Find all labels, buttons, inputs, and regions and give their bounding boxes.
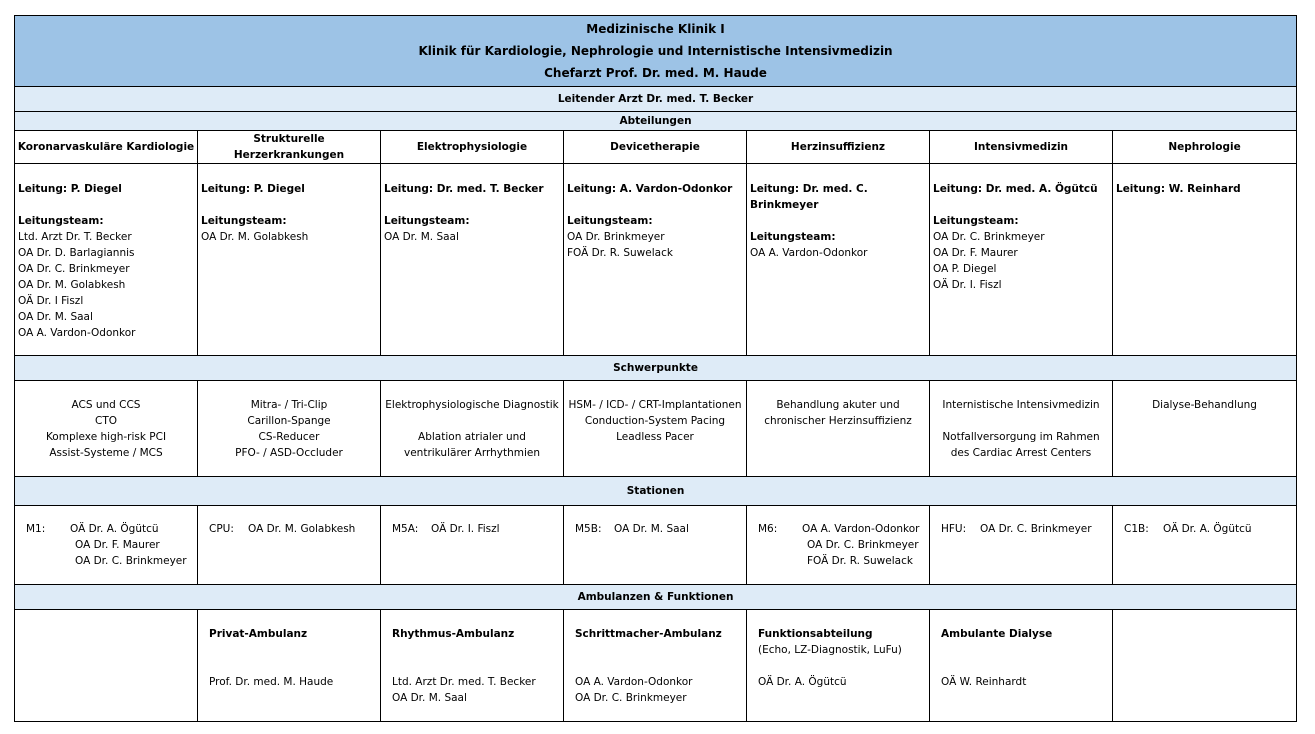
focus-item: HSM- / ICD- / CRT-Implantationen <box>568 399 742 411</box>
station-line <box>198 521 380 537</box>
ambulance-subtitle: (Echo, LZ-Diagnostik, LuFu) <box>758 644 902 656</box>
station-code-spacer <box>15 537 75 553</box>
clinic-title-cell <box>15 16 1297 87</box>
station-code: M5B: <box>575 523 602 535</box>
focus-cell <box>564 381 747 477</box>
team-member: Ltd. Arzt Dr. T. Becker <box>18 231 132 243</box>
ambulance-person: Ltd. Arzt Dr. med. T. Becker <box>392 676 536 688</box>
team-member: OA Dr. F. Maurer <box>933 247 1018 259</box>
focus-item: ventrikulärer Arrhythmien <box>404 447 540 459</box>
focus-item: Assist-Systeme / MCS <box>49 447 163 459</box>
focus-cell <box>1113 381 1297 477</box>
team-member: OA A. Vardon-Odonkor <box>18 327 136 339</box>
focus-item: Conduction-System Pacing <box>584 415 726 427</box>
station-doctor: OA Dr. M. Saal <box>614 523 689 535</box>
station-line <box>747 553 929 569</box>
focus-spacer <box>930 413 1112 429</box>
ambulance-name: Ambulante Dialyse <box>941 628 1053 640</box>
ambulance-staff <box>575 674 735 706</box>
focus-spacer <box>381 413 563 429</box>
team-member: OA Dr. M. Golabkesh <box>201 231 309 243</box>
station-line <box>747 537 929 553</box>
focus-item: Behandlung akuter und <box>776 399 900 411</box>
station-code: M6: <box>758 523 778 535</box>
clinic-name: Medizinische Klinik I <box>586 22 725 36</box>
station-code: CPU: <box>209 523 234 535</box>
station-doctor: OA Dr. M. Golabkesh <box>248 523 356 535</box>
ambulance-person: OA Dr. C. Brinkmeyer <box>575 692 687 704</box>
focus-item: Dialyse-Behandlung <box>1152 399 1257 411</box>
ambulance-name: Funktionsabteilung <box>758 628 873 640</box>
station-doctor: OA Dr. C. Brinkmeyer <box>807 539 919 551</box>
focus-item: des Cardiac Arrest Centers <box>950 447 1092 459</box>
ambulance-name: Privat-Ambulanz <box>209 628 308 640</box>
department-info-cell <box>564 164 747 356</box>
team-member: OA Dr. C. Brinkmeyer <box>933 231 1045 243</box>
station-cell <box>747 506 930 585</box>
stationen-row <box>15 477 1297 506</box>
schwerpunkte-row <box>15 356 1297 381</box>
ambulances-row <box>15 610 1297 722</box>
team-member: OA Dr. Brinkmeyer <box>567 231 665 243</box>
ambulance-staff <box>758 674 918 690</box>
station-code-spacer <box>747 537 807 553</box>
ambulance-staff <box>941 674 1101 690</box>
station-code: M5A: <box>392 523 419 535</box>
ambulance-person: OÄ Dr. A. Ögütcü <box>758 676 847 688</box>
department-name: Strukturelle Herzerkrankungen <box>198 131 381 164</box>
focus-cell <box>381 381 564 477</box>
department-name: Devicetherapie <box>564 131 747 164</box>
department-info-cell <box>930 164 1113 356</box>
station-doctor: OA A. Vardon-Odonkor <box>802 523 920 535</box>
ambulance-cell <box>381 610 564 722</box>
org-chart-table <box>14 15 1297 722</box>
section-header-schwerpunkte: Schwerpunkte <box>15 356 1297 381</box>
ambulance-name: Schrittmacher-Ambulanz <box>575 628 722 640</box>
department-info-cell <box>381 164 564 356</box>
ambulance-cell <box>930 610 1113 722</box>
focus-cell <box>198 381 381 477</box>
department-lead: Leitung: W. Reinhard <box>1116 183 1241 195</box>
department-lead: Leitung: Dr. med. A. Ögütcü <box>933 183 1098 195</box>
focus-item: Internistische Intensivmedizin <box>942 399 1100 411</box>
focus-item: CS-Reducer <box>258 431 320 443</box>
station-cell <box>1113 506 1297 585</box>
section-header-stationen: Stationen <box>15 477 1297 506</box>
station-code-spacer <box>15 553 75 569</box>
team-label: Leitungsteam: <box>18 215 104 227</box>
department-info-cell <box>1113 164 1297 356</box>
ambulance-cell <box>747 610 930 722</box>
focus-item: Ablation atrialer und <box>418 431 526 443</box>
ambulance-person: OA Dr. M. Saal <box>392 692 467 704</box>
department-info-cell <box>15 164 198 356</box>
station-doctor: OÄ Dr. A. Ögütcü <box>70 523 159 535</box>
station-doctor: OA Dr. C. Brinkmeyer <box>75 555 187 567</box>
focus-item: ACS und CCS <box>71 399 141 411</box>
station-doctor: OA Dr. F. Maurer <box>75 539 160 551</box>
department-name: Herzinsuffizienz <box>747 131 930 164</box>
ambulance-cell <box>198 610 381 722</box>
focus-item: chronischer Herzinsuffizienz <box>764 415 912 427</box>
focus-cell <box>747 381 930 477</box>
ambulance-cell <box>15 610 198 722</box>
focus-item: Elektrophysiologische Diagnostik <box>385 399 559 411</box>
section-header-abteilungen: Abteilungen <box>15 112 1297 131</box>
team-label: Leitungsteam: <box>567 215 653 227</box>
team-member: OA Dr. C. Brinkmeyer <box>18 263 130 275</box>
leading-physician-row <box>15 87 1297 112</box>
station-line <box>15 553 197 569</box>
focus-item: Mitra- / Tri-Clip <box>250 399 328 411</box>
ambulance-cell <box>564 610 747 722</box>
department-info-cell <box>747 164 930 356</box>
section-header-ambulanzen: Ambulanzen & Funktionen <box>15 585 1297 610</box>
focus-row <box>15 381 1297 477</box>
ambulance-person: Prof. Dr. med. M. Haude <box>209 676 334 688</box>
station-cell <box>564 506 747 585</box>
department-info-cell <box>198 164 381 356</box>
station-line <box>930 521 1112 537</box>
department-lead: Leitung: Dr. med. T. Becker <box>384 183 544 195</box>
department-lead: Leitung: P. Diegel <box>18 183 122 195</box>
stations-row <box>15 506 1297 585</box>
department-name: Intensivmedizin <box>930 131 1113 164</box>
team-member: OA P. Diegel <box>933 263 997 275</box>
clinic-subtitle: Klinik für Kardiologie, Nephrologie und Internistische Intensivmedizin <box>418 44 893 58</box>
leading-physician: Leitender Arzt Dr. med. T. Becker <box>15 87 1297 112</box>
team-member: OÄ Dr. I Fiszl <box>18 295 84 307</box>
department-info-row <box>15 164 1297 356</box>
ambulance-person: OA A. Vardon-Odonkor <box>575 676 693 688</box>
team-label: Leitungsteam: <box>384 215 470 227</box>
station-doctor: OÄ Dr. A. Ögütcü <box>1163 523 1252 535</box>
station-line <box>1113 521 1296 537</box>
focus-cell <box>15 381 198 477</box>
department-lead: Leitung: P. Diegel <box>201 183 305 195</box>
department-lead: Leitung: A. Vardon-Odonkor <box>567 183 733 195</box>
focus-item: Komplexe high-risk PCI <box>45 431 167 443</box>
department-name: Koronarvaskuläre Kardiologie <box>15 131 198 164</box>
chief-physician: Chefarzt Prof. Dr. med. M. Haude <box>544 66 767 80</box>
department-names-row <box>15 131 1297 164</box>
station-doctor: OA Dr. C. Brinkmeyer <box>980 523 1092 535</box>
station-line <box>564 521 746 537</box>
team-member: OA Dr. M. Saal <box>384 231 459 243</box>
ambulance-cell <box>1113 610 1297 722</box>
title-row <box>15 16 1297 87</box>
team-label: Leitungsteam: <box>201 215 287 227</box>
department-name: Elektrophysiologie <box>381 131 564 164</box>
station-code-spacer <box>747 553 807 569</box>
station-cell <box>381 506 564 585</box>
station-line <box>15 537 197 553</box>
focus-cell <box>930 381 1113 477</box>
focus-item: Leadless Pacer <box>616 431 694 443</box>
ambulance-staff <box>209 674 369 690</box>
team-member: OÄ Dr. I. Fiszl <box>933 279 1002 291</box>
station-cell <box>198 506 381 585</box>
team-member: OA Dr. D. Barlagiannis <box>18 247 135 259</box>
department-name: Nephrologie <box>1113 131 1297 164</box>
team-member: OA Dr. M. Saal <box>18 311 93 323</box>
station-doctor: OÄ Dr. I. Fiszl <box>431 523 500 535</box>
station-code: C1B: <box>1124 523 1149 535</box>
focus-item: Carillon-Spange <box>247 415 331 427</box>
focus-item: CTO <box>94 415 117 427</box>
station-cell <box>930 506 1113 585</box>
station-line <box>381 521 563 537</box>
ambulance-name: Rhythmus-Ambulanz <box>392 628 515 640</box>
focus-item: PFO- / ASD-Occluder <box>235 447 343 459</box>
station-code: M1: <box>26 523 46 535</box>
team-label: Leitungsteam: <box>750 231 836 243</box>
ambulance-person: OÄ W. Reinhardt <box>941 676 1027 688</box>
abteilungen-row <box>15 112 1297 131</box>
ambulanzen-row <box>15 585 1297 610</box>
station-code: HFU: <box>941 523 967 535</box>
station-line <box>747 521 929 537</box>
department-lead: Leitung: Dr. med. C. Brinkmeyer <box>750 183 868 211</box>
team-label: Leitungsteam: <box>933 215 1019 227</box>
station-line <box>15 521 197 537</box>
station-doctor: FOÄ Dr. R. Suwelack <box>807 555 913 567</box>
station-cell <box>15 506 198 585</box>
focus-item: Notfallversorgung im Rahmen <box>942 431 1100 443</box>
team-member: FOÄ Dr. R. Suwelack <box>567 247 673 259</box>
team-member: OA Dr. M. Golabkesh <box>18 279 126 291</box>
team-member: OA A. Vardon-Odonkor <box>750 247 868 259</box>
ambulance-staff <box>392 674 552 706</box>
